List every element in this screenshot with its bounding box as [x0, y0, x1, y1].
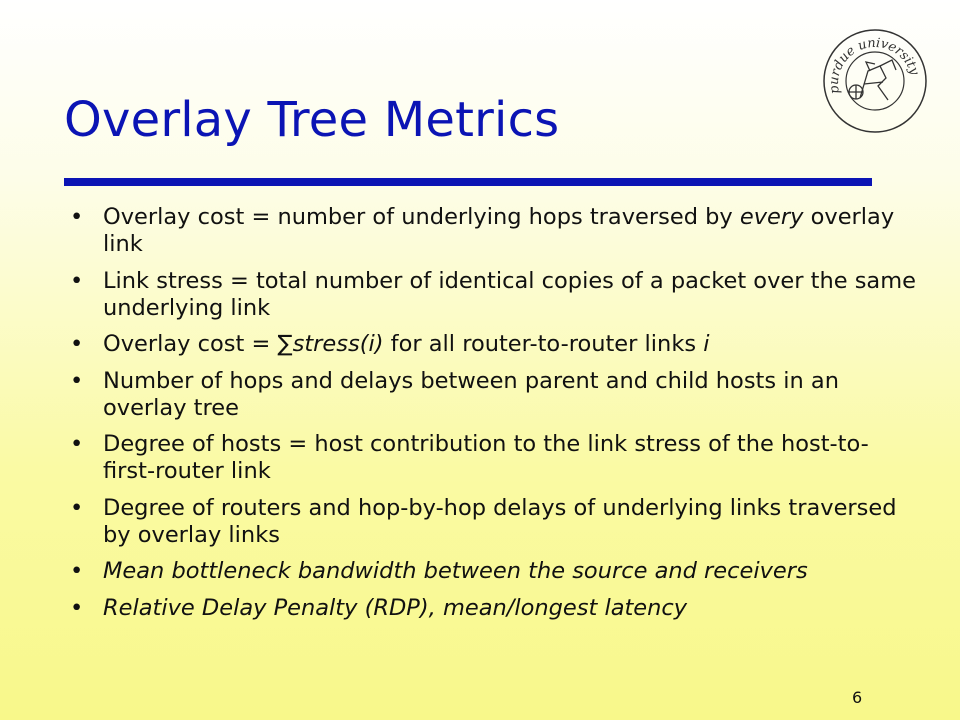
- bullet-text: Number of hops and delays between parent and child hosts in an overlay tree: [103, 367, 839, 421]
- bullet-dot: •: [70, 558, 84, 584]
- bullet-item: [70, 558, 920, 585]
- bullet-text-emphasis: i: [703, 331, 710, 357]
- bullet-text: Overlay cost = number of underlying hops traversed by: [103, 204, 740, 230]
- title-underline: [64, 178, 872, 186]
- bullet-text: Relative Delay Penalty (RDP), mean/longest latency: [103, 594, 688, 621]
- bullet-dot: •: [70, 367, 84, 394]
- bullet-text-emphasis: stress(i): [292, 331, 384, 357]
- bullet-item: [70, 368, 920, 422]
- bullet-text: overlay link: [103, 204, 895, 257]
- bullet-item: [70, 268, 920, 322]
- bullet-item: [70, 431, 920, 485]
- svg-text:purdue university: purdue university: [826, 35, 922, 95]
- bullet-dot: •: [70, 494, 84, 521]
- bullet-text: Degree of hosts = host contribution to the link stress of the host-to-first-router link: [103, 431, 869, 484]
- page-number: 6: [852, 688, 863, 707]
- bullet-text: Overlay cost = ∑: [103, 331, 293, 357]
- bullet-dot: •: [70, 331, 84, 357]
- bullet-text: Mean bottleneck bandwidth between the source and receivers: [103, 558, 808, 584]
- bullet-list: [70, 204, 920, 631]
- bullet-item: [70, 595, 920, 622]
- bullet-item: [70, 495, 920, 549]
- bullet-dot: •: [70, 431, 84, 457]
- bullet-dot: •: [70, 594, 84, 621]
- bullet-dot: •: [70, 204, 84, 230]
- bullet-text-emphasis: every: [739, 204, 804, 230]
- bullet-text: Link stress = total number of identical copies of a packet over the same underlying link: [103, 267, 916, 321]
- bullet-item: [70, 204, 920, 258]
- university-seal-logo: [820, 26, 930, 136]
- bullet-item: [70, 331, 920, 358]
- bullet-dot: •: [70, 267, 84, 294]
- bullet-text: Degree of routers and hop-by-hop delays of underlying links traversed by overlay links: [103, 494, 897, 548]
- slide-title: Overlay Tree Metrics: [64, 92, 560, 148]
- bullet-text: for all router-to-router links: [383, 331, 704, 357]
